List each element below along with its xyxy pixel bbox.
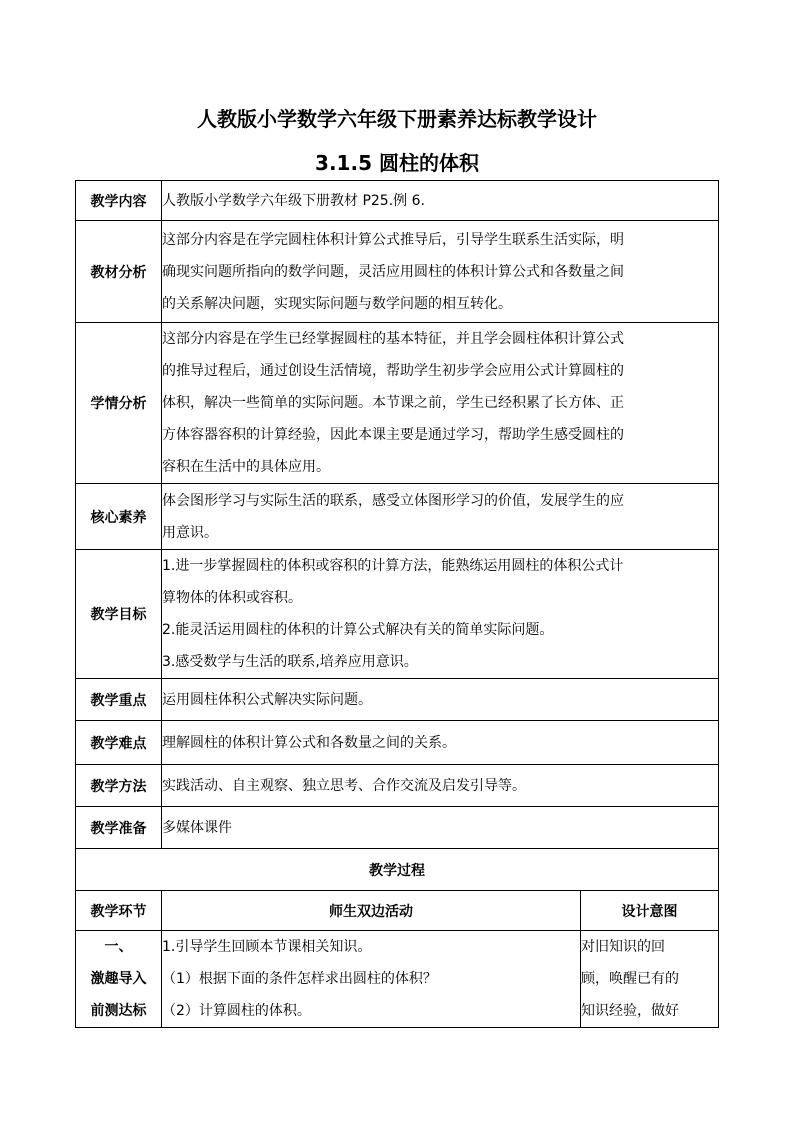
row-content <box>76 181 719 221</box>
row-stage-1 <box>76 931 719 1028</box>
row-process-header <box>76 849 719 891</box>
column-activity: 师生双边活动 <box>162 891 581 931</box>
value-prep: 多媒体课件 <box>162 807 719 849</box>
column-stage: 教学环节 <box>76 891 162 931</box>
lesson-title: 3.1.5 圆柱的体积 <box>315 151 479 175</box>
text-line: 用意识。 <box>162 524 218 541</box>
process-header: 教学过程 <box>76 849 719 891</box>
label-literacy: 核心素养 <box>76 484 162 550</box>
intent-line: 顾，唤醒已有的 <box>581 971 679 987</box>
row-literacy <box>76 484 719 550</box>
label-goals: 教学目标 <box>76 550 162 679</box>
row-students <box>76 323 719 484</box>
text-line: 2.能灵活运用圆柱的体积的计算公式解决有关的简单实际问题。 <box>162 622 554 638</box>
document-title: 人教版小学数学六年级下册素养达标教学设计 <box>197 107 597 131</box>
label-prep: 教学准备 <box>76 807 162 849</box>
text-line: 的关系解决问题，实现实际问题与数学问题的相互转化。 <box>162 295 512 312</box>
value-students <box>162 323 719 484</box>
label-method: 教学方法 <box>76 765 162 807</box>
row-key <box>76 679 719 721</box>
label-students: 学情分析 <box>76 323 162 484</box>
stage-line: 一、 <box>104 939 133 955</box>
label-difficulty: 教学难点 <box>76 721 162 765</box>
activity-line: （1）根据下面的条件怎样求出圆柱的体积？ <box>162 971 437 987</box>
value-content: 人教版小学数学六年级下册教材 P25.例 6. <box>162 181 719 221</box>
row-goals <box>76 550 719 679</box>
stage-line: 前测达标 <box>90 1003 147 1019</box>
text-line: 这部分内容是在学完圆柱体积计算公式推导后，引导学生联系生活实际，明 <box>162 231 624 248</box>
value-literacy <box>162 484 719 550</box>
value-analysis <box>162 221 719 323</box>
stage-line: 激趣导入 <box>90 971 147 987</box>
text-line: 这部分内容是在学生已经掌握圆柱的基本特征，并且学会圆柱体积计算公式 <box>162 331 624 347</box>
row-difficulty <box>76 721 719 765</box>
label-content: 教学内容 <box>76 181 162 221</box>
text-line: 算物体的体积或容积。 <box>162 590 302 606</box>
row-process-columns <box>76 891 719 931</box>
row-analysis <box>76 221 719 323</box>
value-difficulty: 理解圆柱的体积计算公式和各数量之间的关系。 <box>162 721 719 765</box>
text-line: 确现实问题所指向的数学问题，灵活应用圆柱的体积计算公式和各数量之间 <box>162 263 624 280</box>
value-key: 运用圆柱体积公式解决实际问题。 <box>162 679 719 721</box>
activity-line: （2）计算圆柱的体积。 <box>162 1003 311 1019</box>
label-key: 教学重点 <box>76 679 162 721</box>
row-prep <box>76 807 719 849</box>
intent-cell <box>581 931 719 1028</box>
intent-line: 知识经验，做好 <box>581 1003 679 1019</box>
text-line: 体积，解决一些简单的实际问题。本节课之前，学生已经积累了长方体、正 <box>162 395 624 411</box>
text-line: 3.感受数学与生活的联系,培养应用意识。 <box>162 654 418 670</box>
value-method: 实践活动、自主观察、独立思考、合作交流及启发引导等。 <box>162 765 719 807</box>
text-line: 容积在生活中的具体应用。 <box>162 459 330 475</box>
value-goals <box>162 550 719 679</box>
lesson-plan-table <box>75 180 719 1028</box>
column-intent: 设计意图 <box>581 891 719 931</box>
text-line: 体会图形学习与实际生活的联系，感受立体图形学习的价值，发展学生的应 <box>162 492 624 509</box>
stage-cell <box>76 931 162 1028</box>
activity-line: 1.引导学生回顾本节课相关知识。 <box>162 939 372 955</box>
intent-line: 对旧知识的回 <box>581 939 665 955</box>
text-line: 方体容器容积的计算经验，因此本课主要是通过学习，帮助学生感受圆柱的 <box>162 427 624 443</box>
text-line: 1.进一步掌握圆柱的体积或容积的计算方法，能熟练运用圆柱的体积公式计 <box>162 558 624 574</box>
text-line: 的推导过程后，通过创设生活情境，帮助学生初步学会应用公式计算圆柱的 <box>162 363 624 379</box>
row-method <box>76 765 719 807</box>
label-analysis: 教材分析 <box>76 221 162 323</box>
activity-cell <box>162 931 581 1028</box>
